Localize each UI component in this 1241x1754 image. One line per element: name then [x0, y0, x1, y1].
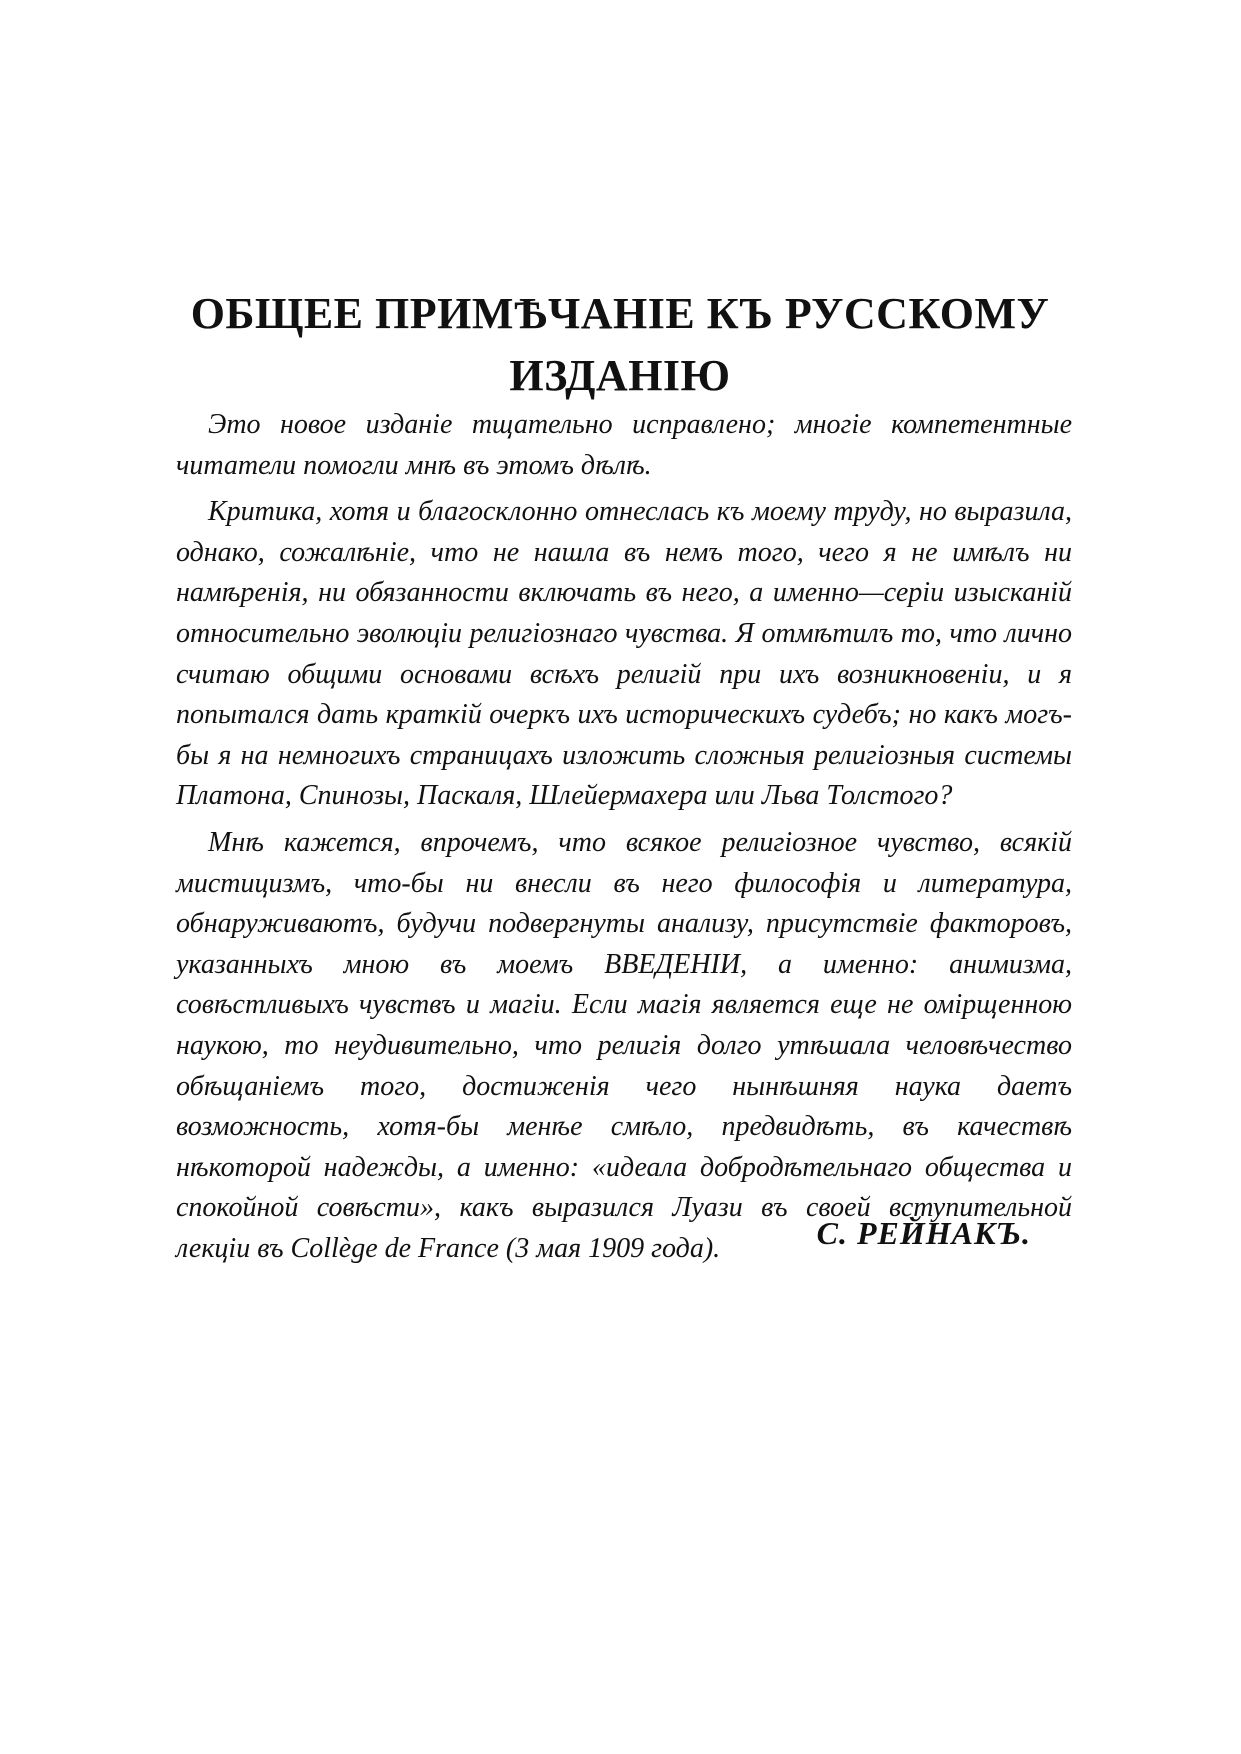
title-line-1: ОБЩЕЕ ПРИМѢЧАНІЕ КЪ РУССКОМУ [190, 289, 1050, 338]
page-title [150, 283, 1090, 407]
title-line-2: ИЗДАНІЮ [509, 351, 731, 400]
paragraph-2: Критика, хотя и благосклонно отнеслась къ моему труду, но выразила, однако, сожалѣніе, что не нашла въ немъ того, чего я не имѣлъ ни намѣренія, ни обязанности включать въ него, а именно—серіи изысканій относительно эволюціи религіознаго чувства. Я отмѣтилъ то, что лично считаю общими основами всѣхъ религій при ихъ возникновеніи, и я попытался дать краткій очеркъ ихъ историческихъ судебъ; но какъ могъ-бы я на немногихъ страницахъ изложить сложныя религіозныя системы Платона, Спинозы, Паскаля, Шлейермахера или Льва Толстого? [176, 496, 1072, 812]
body-text [176, 405, 1072, 1275]
paragraph-3: Мнѣ кажется, впрочемъ, что всякое религіозное чувство, всякій мистицизмъ, что-бы ни внесли въ него философія и литература, обнаруживаютъ, будучи подвергнуты анализу, присутствіе факторовъ, указанныхъ мною въ моемъ ВВЕДЕНІИ, а именно: анимизма, совѣстливыхъ чувствъ и магіи. Если магія является еще не омірщенною наукою, то неудивительно, что религія долго утѣшала человѣчество обѣщаніемъ того, достиженія чего нынѣшняя наука даетъ возможность, хотя-бы менѣе смѣло, предвидѣть, въ качествѣ нѣкоторой надежды, а именно: «идеала добродѣтельнаго общества и спокойной совѣсти», какъ выразился Луази въ своей вступительной лекціи въ Collège de France (3 мая 1909 года). [176, 826, 1072, 1264]
signature: С. РЕЙНАКЪ. [816, 1215, 1031, 1251]
paragraph-1: Это новое изданіе тщательно исправлено; многіе компетентные читатели помогли мнѣ въ этомъ дѣлѣ. [176, 409, 1072, 481]
